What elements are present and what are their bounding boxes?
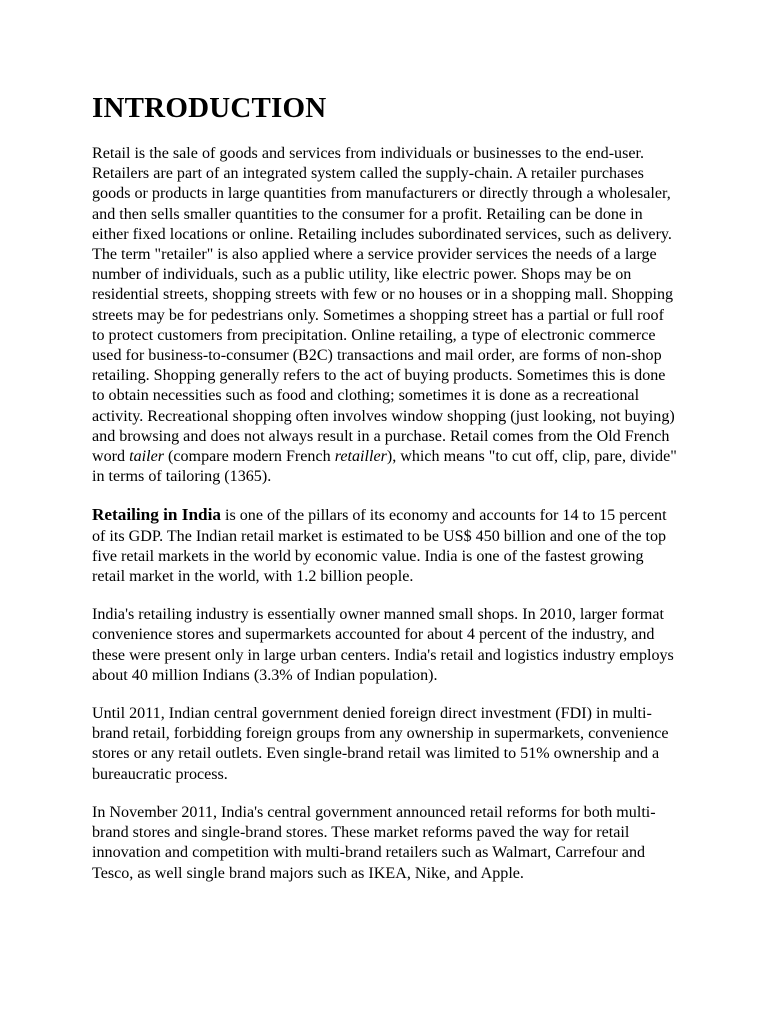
paragraph-retail-definition [92,144,678,487]
paragraph-text: (compare modern French [163,448,335,466]
paragraph-lead-bold: Retailing in India [92,505,221,525]
paragraph-text: is one of the pillars of its economy and accounts for 14 to 15 percent of its GDP. The Indian retail market is estimated to be US$ 450 billion and one of the top five retail markets in the world by economic value. India is one of the fastest growing retail market in the world, with 1.2 billion people. [92,507,667,586]
paragraph-fdi: Until 2011, Indian central government denied foreign direct investment (FDI) in multi-brand retail, forbidding foreign groups from any ownership in supermarkets, convenience stores or any retail outlets. Even single-brand retail was limited to 51% ownership and a bureaucratic process. [92,705,669,783]
paragraph-text: Retail is the sale of goods and services from individuals or businesses to the end-user. Retailers are part of an integrated system called the supply-chain. A retailer purchases goods or products in large quantities from manufacturers or directly through a wholesaler, and then sells smaller quantities to the consumer for a profit. Retailing can be done in either fixed locations or online. Retailing includes subordinated services, such as delivery. The term "retailer" is also applied where a service provider services the needs of a large number of individuals, such as a public utility, like electric power. Shops may be on residential streets, shopping streets with few or no houses or in a shopping mall. Shopping streets may be for pedestrians only. Sometimes a shopping street has a partial or full roof to protect customers from precipitation. Online retailing, a type of electronic commerce used for business-to-consumer (B2C) transactions and mail order, are forms of non-shop retailing. Shopping generally refers to the act of buying products. Sometimes this is done to obtain necessities such as food and clothing; sometimes it is done as a recreational activity. Recreational shopping often involves window shopping (just looking, not buying) and browsing and does not always result in a purchase. Retail comes from the Old French word [92,145,675,466]
page-title: INTRODUCTION [92,92,327,124]
italic-word-retailler: retailler [334,448,387,466]
italic-word-tailer: tailer [129,448,164,466]
paragraph-text: ), which means "to cut off, clip, pare, divide" in terms of tailoring (1365). [92,448,677,486]
paragraph-retail-industry: India's retailing industry is essentially owner manned small shops. In 2010, larger format convenience stores and supermarkets accounted for about 4 percent of the industry, and these were present only in large urban centers. India's retail and logistics industry employs about 40 million Indians (3.3% of Indian population). [92,606,674,684]
document-page [92,88,678,902]
paragraph-retailing-in-india [92,505,678,587]
paragraph-reforms: In November 2011, India's central government announced retail reforms for both multi-brand stores and single-brand stores. These market reforms paved the way for retail innovation and competition with multi-brand retailers such as Walmart, Carrefour and Tesco, as well single brand majors such as IKEA, Nike, and Apple. [92,803,656,882]
